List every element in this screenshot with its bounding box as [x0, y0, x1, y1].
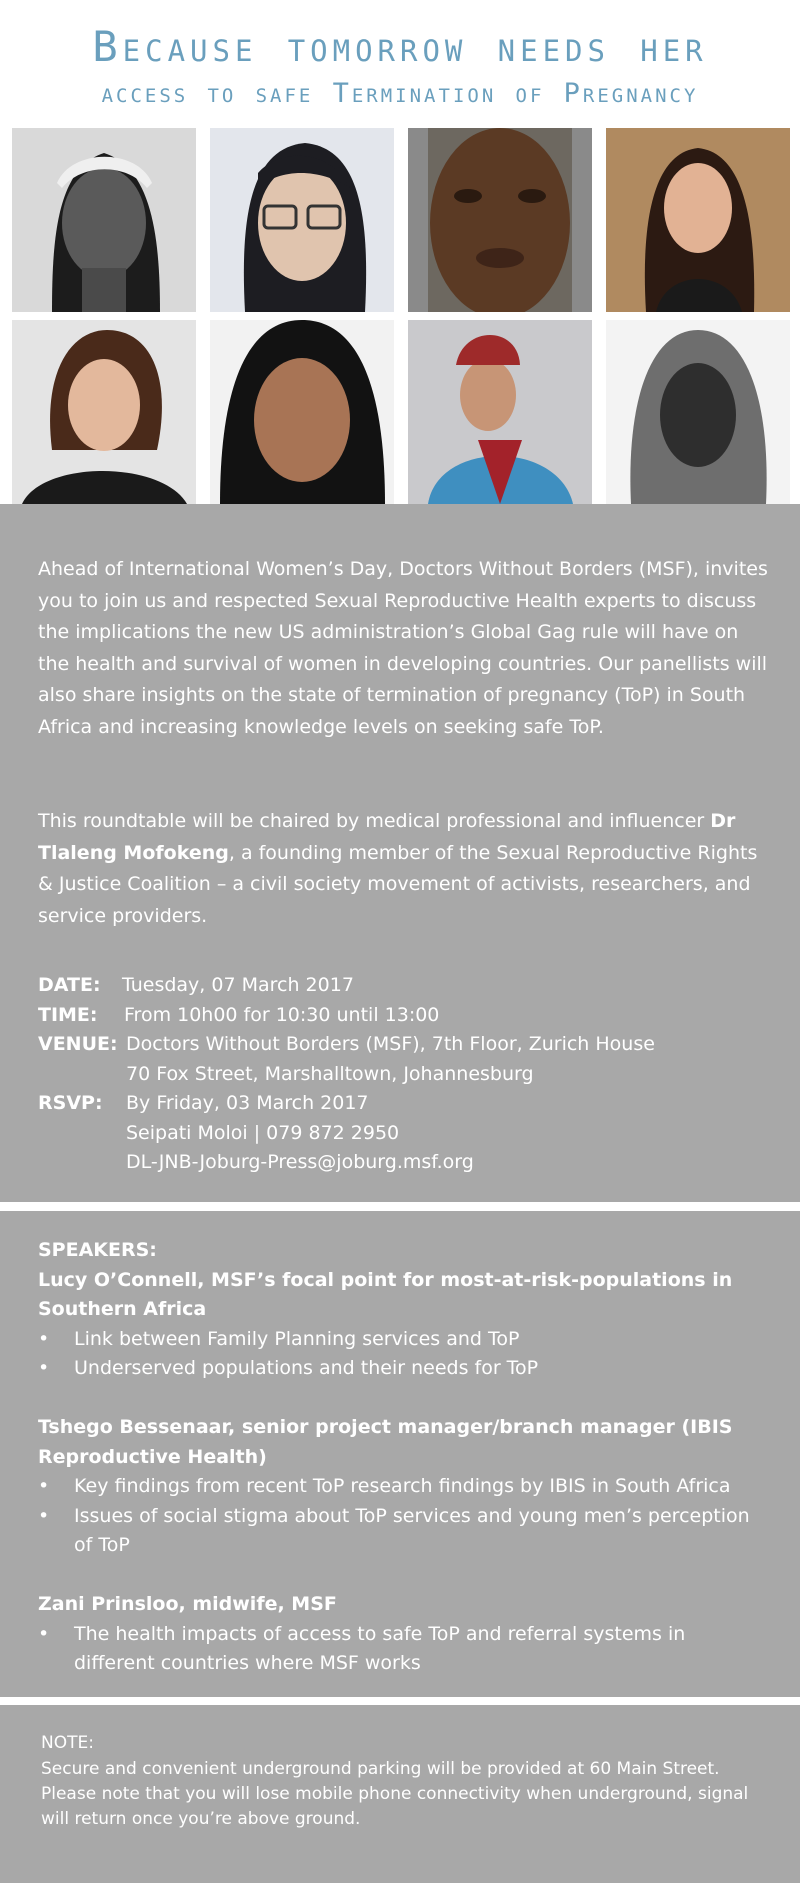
list-item: • The health impacts of access to safe ToP and referral systems in different countries where MSF works: [38, 1622, 686, 1674]
time-row: [38, 1001, 778, 1031]
note-panel: [0, 1705, 800, 1883]
list-item: • Issues of social stigma about ToP services and young men’s perception of ToP: [38, 1504, 750, 1556]
rsvp-row: [38, 1089, 778, 1119]
chair-name: Dr Tlaleng Mofokeng: [38, 810, 736, 864]
portrait-photo-2: [210, 128, 394, 312]
list-item: • Underserved populations and their needs for ToP: [38, 1357, 539, 1379]
portrait-photo-8: [606, 320, 790, 504]
rsvp-label: RSVP:: [38, 1092, 103, 1114]
list-item: • Key findings from recent ToP research findings by IBIS in South Africa: [38, 1475, 731, 1497]
speaker-name: Zani Prinsloo, midwife, MSF: [38, 1593, 337, 1615]
portrait-photo-4: [606, 128, 790, 312]
list-item: • Link between Family Planning services and ToP: [38, 1327, 520, 1350]
rsvp-contact: Seipati Moloi | 079 872 2950: [126, 1121, 400, 1144]
portrait-photo-5: [12, 320, 196, 504]
portrait-grid: [12, 128, 790, 504]
time-label: TIME:: [38, 1003, 98, 1026]
rsvp-line-1: By Friday, 03 March 2017: [126, 1092, 369, 1114]
date-label: DATE:: [38, 974, 101, 996]
venue-line-2: 70 Fox Street, Marshalltown, Johannesburg: [126, 1062, 534, 1085]
event-details: [38, 971, 778, 1178]
intro-paragraph: Ahead of International Women’s Day, Doctors Without Borders (MSF), invites you to join us and respected Sexual Reproductive Health experts to discuss the implications the new US administration’s Global Gag rule will have on the health and survival of women in developing countries. Our panellists will also share insights on the state of termination of pregnancy (ToP) in South Africa and increasing knowledge levels on seeking safe ToP.: [38, 558, 768, 738]
speakers-panel: [0, 1211, 800, 1697]
note-label: NOTE:: [41, 1733, 94, 1753]
time-value: From 10h00 for 10:30 until 13:00: [124, 1003, 440, 1026]
portrait-photo-7: [408, 320, 592, 504]
venue-line-1: Doctors Without Borders (MSF), 7th Floor, Zurich House: [126, 1033, 655, 1055]
event-info-panel: [0, 504, 800, 1202]
portrait-photo-6: [210, 320, 394, 504]
page-subtitle: access to safe Termination of Pregnancy: [101, 78, 699, 109]
speakers-list: [38, 1236, 768, 1679]
portrait-photo-3: [408, 128, 592, 312]
rsvp-email[interactable]: DL-JNB-Joburg-Press@joburg.msf.org: [126, 1151, 474, 1173]
speaker-name: Lucy O’Connell, MSF’s focal point for most-at-risk-populations in Southern Africa: [38, 1268, 733, 1320]
portrait-photo-1: [12, 128, 196, 312]
date-value: Tuesday, 07 March 2017: [122, 974, 354, 996]
note-text: Secure and convenient underground parking will be provided at 60 Main Street. Please note that you will lose mobile phone connectivity when underground, signal will return once you’re above ground.: [41, 1759, 749, 1829]
chair-paragraph: This roundtable will be chaired by medical professional and influencer Dr Tlaleng Mofokeng, a founding member of the Sexual Reproductive Rights & Justice Coalition – a civil society movement of activists, researchers, and service providers.: [38, 810, 758, 927]
venue-label: VENUE:: [38, 1033, 118, 1055]
speakers-heading: SPEAKERS:: [38, 1239, 157, 1261]
header: [0, 0, 800, 124]
date-row: [38, 971, 778, 1001]
venue-row: [38, 1030, 778, 1060]
speaker-name: Tshego Bessenaar, senior project manager/branch manager (IBIS Reproductive Health): [38, 1416, 733, 1468]
page-title: Because tomorrow needs her: [92, 22, 708, 71]
